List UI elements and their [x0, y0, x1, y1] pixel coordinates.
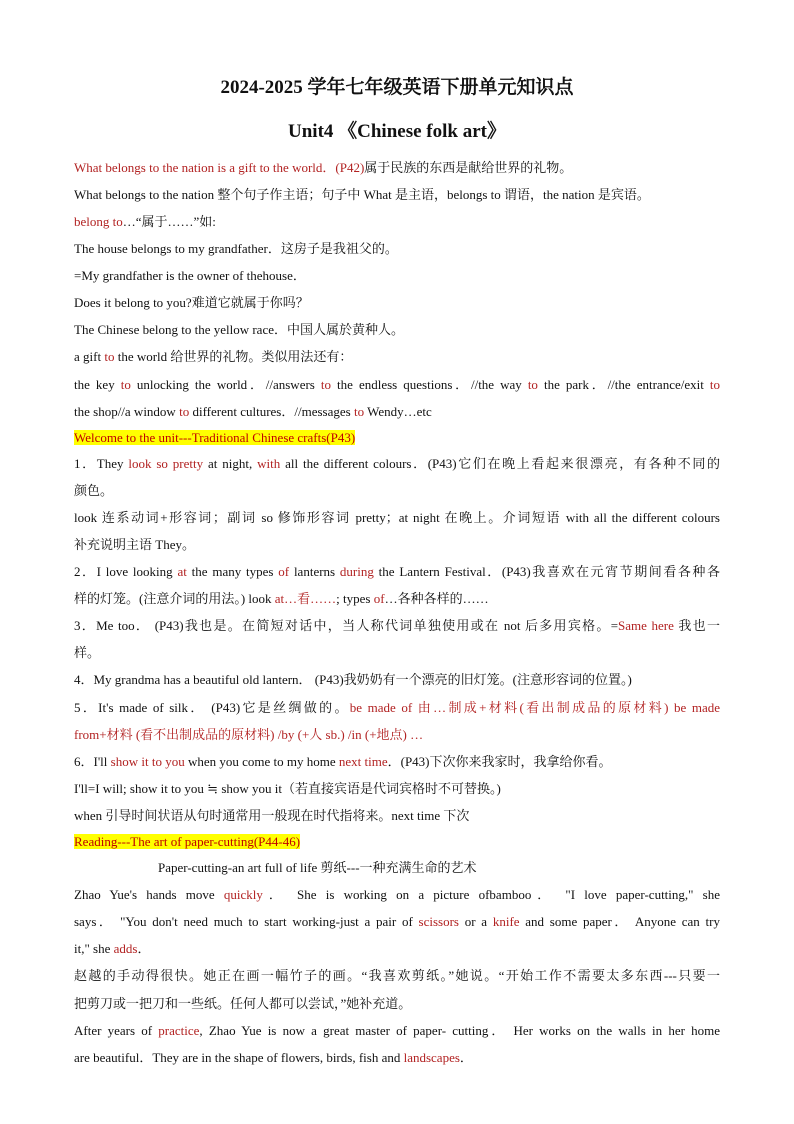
highlight-phrase: during	[339, 564, 374, 579]
highlight-phrase: with	[257, 456, 281, 471]
text-segment: 6．I'll	[74, 754, 111, 769]
text-line	[74, 995, 720, 1013]
text-segment: 补充说明主语 They。	[74, 537, 195, 552]
text-segment: What belongs to the nation 整个句子作主语；句子中 What 是主语，belongs to 谓语，the nation 是宾语。	[74, 187, 650, 202]
highlight-phrase: landscapes	[403, 1050, 460, 1065]
text-segment: and some paper． Anyone can try	[519, 914, 720, 929]
text-line	[74, 509, 720, 527]
text-segment: the key	[74, 377, 121, 392]
text-line	[74, 455, 720, 473]
section-heading: Welcome to the unit---Traditional Chinese crafts(P43)	[74, 430, 356, 445]
text-line	[74, 240, 720, 258]
text-segment: Paper-cutting-an art full of life 剪纸---一种充满生命的艺术	[158, 860, 477, 875]
text-line	[74, 267, 720, 285]
text-segment: 属于民族的东西是献给世界的礼物。	[364, 160, 573, 175]
document-title: 2024-2025 学年七年级英语下册单元知识点	[220, 77, 574, 98]
highlight-phrase: from+材料 (看不出制成品的原材料) /by (+人 sb.) /in (+地点) …	[74, 727, 424, 742]
text-segment: the Lantern Festival．(P43)我喜欢在元宵节期间看各种各	[373, 564, 720, 579]
text-segment: says． "You don't need much to start working-just a pair of	[74, 914, 419, 929]
text-line	[74, 807, 720, 825]
text-segment: 4．My grandma has a beautiful old lantern． (P43)我奶奶有一个漂亮的旧灯笼。(注意形容词的位置。)	[74, 672, 632, 687]
text-segment: 我也一	[673, 618, 720, 633]
text-segment: it," she	[74, 941, 114, 956]
text-segment: 3．Me too． (P43)我也是。在简短对话中，当人称代词单独使用或在 not 后多用宾格。=	[74, 618, 619, 633]
text-segment: I'll=I will; show it to you ≒ show you it（若直接宾语是代词宾格时不可替换。)	[74, 781, 501, 796]
text-segment: unlocking the world．//answers	[130, 377, 321, 392]
highlight-phrase: be made of 由…制成+材料(看出制成品的原材料) be made	[349, 700, 720, 715]
text-segment: different cultures．//messages	[189, 404, 354, 419]
highlight-phrase: look so pretty	[128, 456, 204, 471]
highlight-phrase: Same here	[618, 618, 674, 633]
text-segment: the endless questions．//the way	[331, 377, 528, 392]
text-segment: =My grandfather is the owner of thehouse．	[74, 268, 306, 283]
text-segment: 把剪刀或一把刀和一些纸。任何人都可以尝试，”她补充道。	[74, 996, 412, 1011]
highlight-phrase: to	[120, 377, 131, 392]
highlight-phrase: to	[179, 404, 190, 419]
text-segment: 颜色。	[74, 483, 114, 498]
text-segment: the many types	[186, 564, 279, 579]
text-line	[74, 376, 720, 394]
text-segment: 赵越的手动得很快。她正在画一幅竹子的画。“我喜欢剪纸。”她说。“开始工作不需要太多东西---只要一	[74, 968, 720, 983]
text-line	[74, 348, 720, 366]
text-segment: a gift	[74, 349, 105, 364]
text-line	[74, 294, 720, 312]
highlight-phrase: show it to you	[110, 754, 185, 769]
text-line	[74, 186, 720, 204]
text-line	[158, 859, 477, 877]
text-segment: After years of	[74, 1023, 159, 1038]
text-line	[74, 671, 720, 689]
text-line	[74, 753, 720, 771]
text-segment: The Chinese belong to the yellow race．中国人属於黄种人。	[74, 322, 404, 337]
text-line	[74, 1022, 720, 1040]
highlight-phrase: to	[709, 377, 720, 392]
text-segment: 样的灯笼。(注意介词的用法。) look	[74, 591, 275, 606]
text-line	[74, 429, 720, 447]
text-segment: …各种各样的……	[384, 591, 489, 606]
highlight-phrase: to	[104, 349, 115, 364]
text-segment: Wendy…etc	[364, 404, 432, 419]
text-line	[74, 699, 720, 717]
text-line	[74, 886, 720, 904]
highlight-phrase: at…看……	[274, 591, 337, 606]
highlight-phrase: to	[320, 377, 332, 392]
text-line	[74, 617, 720, 635]
highlight-phrase: adds	[113, 941, 138, 956]
text-line	[74, 940, 720, 958]
unit-title: Unit4 《Chinese folk art》	[288, 121, 506, 142]
highlight-phrase: at	[177, 564, 187, 579]
highlight-phrase: of	[278, 564, 290, 579]
text-line	[74, 159, 720, 177]
text-segment: ．	[459, 1050, 473, 1065]
text-line	[74, 563, 720, 581]
highlight-phrase: next time	[338, 754, 388, 769]
text-line	[74, 403, 720, 421]
text-line	[74, 1049, 720, 1067]
text-line	[74, 967, 720, 985]
text-segment: when 引导时间状语从句时通常用一般现在时代指将来。next time 下次	[74, 808, 470, 823]
text-segment: ．	[137, 941, 151, 956]
text-segment: 1．They	[74, 456, 129, 471]
text-segment: ; types	[336, 591, 374, 606]
text-line	[74, 482, 720, 500]
text-line	[74, 590, 720, 608]
text-line	[74, 644, 720, 662]
text-segment: the world 给世界的礼物。类似用法还有：	[114, 349, 353, 364]
highlight-phrase: knife	[492, 914, 520, 929]
highlight-phrase: to	[353, 404, 365, 419]
text-segment: the park．//the entrance/exit	[537, 377, 710, 392]
text-segment: are beautiful．They are in the shape of flowers, birds, fish and	[74, 1050, 404, 1065]
text-line	[74, 780, 720, 798]
text-line	[74, 321, 720, 339]
section-heading: Reading---The art of paper-cutting(P44-46)	[74, 834, 301, 849]
text-segment: Zhao Yue's hands move	[74, 887, 224, 902]
text-segment: ． She is working on a picture ofbamboo． "I love paper-cutting," she	[262, 887, 720, 902]
text-segment: , Zhao Yue is now a great master of paper- cutting． Her works on the walls in her home	[199, 1023, 721, 1038]
text-segment: or a	[459, 914, 493, 929]
text-segment: ．(P43)下次你来我家时，我拿给你看。	[387, 754, 612, 769]
text-line	[74, 536, 720, 554]
highlight-phrase: quickly	[223, 887, 263, 902]
highlight-phrase: to	[527, 377, 538, 392]
text-segment: 2．I love looking	[74, 564, 178, 579]
highlight-phrase: belong to	[74, 214, 123, 229]
text-segment: Does it belong to you?难道它就属于你吗？	[74, 295, 309, 310]
text-segment: the shop//a window	[74, 404, 180, 419]
text-line	[74, 726, 720, 744]
text-line	[74, 913, 720, 931]
text-segment: …“属于……”如:	[122, 214, 216, 229]
text-segment: 5．It's made of silk． (P43)它是丝绸做的。	[74, 700, 350, 715]
text-segment: 样。	[74, 645, 101, 660]
text-segment: when you come to my home	[184, 754, 339, 769]
text-line	[74, 833, 720, 851]
highlight-phrase: scissors	[418, 914, 459, 929]
highlight-phrase: practice	[158, 1023, 200, 1038]
text-line	[74, 213, 720, 231]
text-segment: at night,	[203, 456, 258, 471]
highlight-phrase: of	[373, 591, 385, 606]
text-segment: lanterns	[289, 564, 340, 579]
highlight-phrase: What belongs to the nation is a gift to the world．(P42)	[74, 160, 365, 175]
text-segment: The house belongs to my grandfather．这房子是我祖父的。	[74, 241, 398, 256]
text-segment: look 连系动词+形容词；副词 so 修饰形容词 pretty；at night 在晚上。介词短语 with all the different colours	[74, 510, 720, 525]
text-segment: all the different colours．(P43)它们在晚上看起来很漂亮，有各种不同的	[280, 456, 720, 471]
